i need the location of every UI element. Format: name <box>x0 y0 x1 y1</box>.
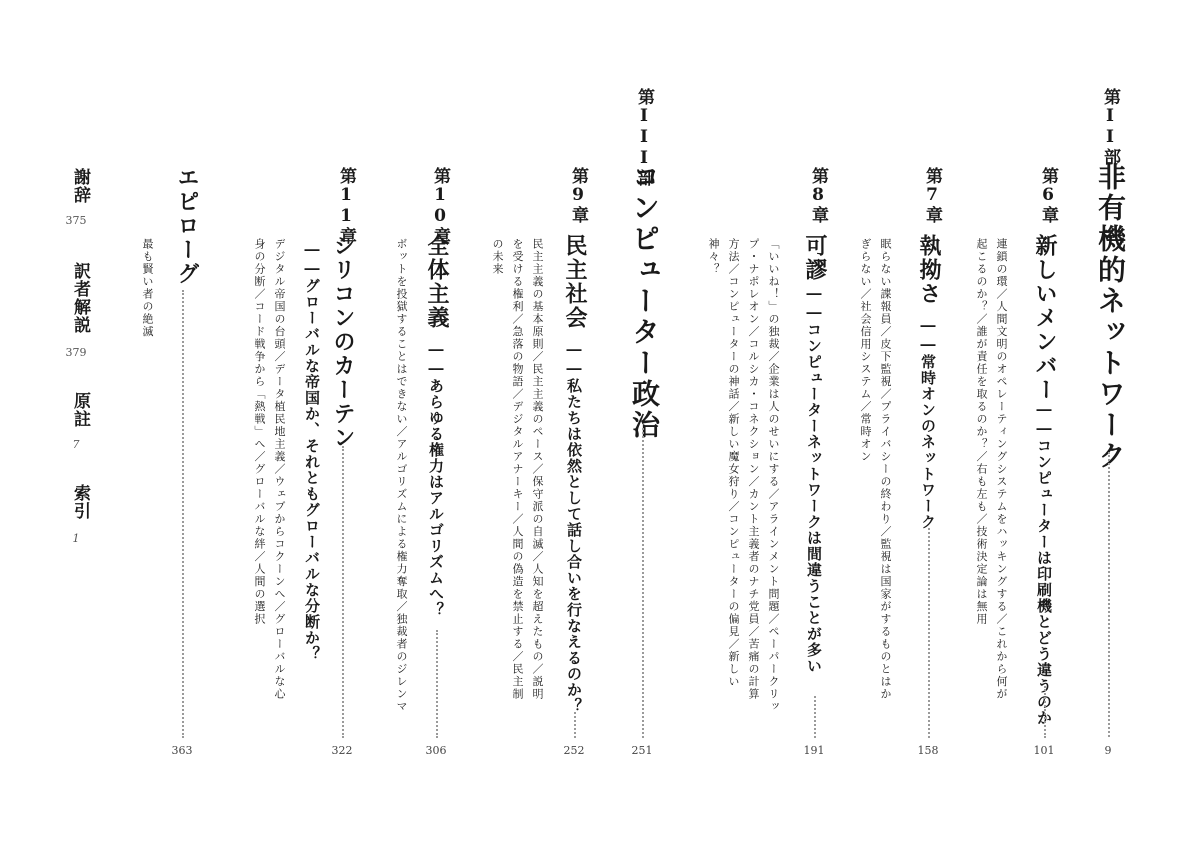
ch8-label: 第8章 <box>808 167 828 224</box>
ch9-desc-line3: の未来 <box>491 238 504 276</box>
epilogue-leader <box>182 290 184 738</box>
index-page: 1 <box>72 532 80 545</box>
ch6-subtitle: ――コンピューターは印刷機とどう違うのか <box>1035 400 1053 726</box>
ch8-desc-line3: 方法／コンピューターの神話／新しい魔女狩り／コンピューターの偏見／新しい <box>727 238 740 688</box>
commentary-page: 379 <box>65 346 87 359</box>
commentary-title[interactable]: 訳者解説 <box>70 262 90 334</box>
ch9-page: 252 <box>563 744 585 757</box>
ch7-desc-line1: 眠らない諜報員／皮下監視／プライバシーの終わり／監視は国家がするものとはか <box>879 238 892 701</box>
ch7-label: 第7章 <box>922 167 942 224</box>
ch7-leader <box>928 528 930 738</box>
ch6-label: 第6章 <box>1038 167 1058 224</box>
ch11-leader <box>342 446 344 738</box>
ch7-title: 執拗さ <box>916 234 942 306</box>
epilogue-desc: 最も賢い者の絶滅 <box>141 238 154 338</box>
ch8-desc-line4: 神々？ <box>707 238 720 276</box>
ch6-page: 101 <box>1033 744 1055 757</box>
thanks-title[interactable]: 謝辞 <box>70 168 90 204</box>
thanks-page: 375 <box>65 214 87 227</box>
ch8-desc-line2: プ・ナポレオン／コルシカ・コネクション／カント主義者のナチ党員／苦痛の計算 <box>747 238 760 701</box>
ch7-subtitle: ――常時オンのネットワーク <box>919 316 937 530</box>
ch8-desc-line1: 「いいね！」の独裁／企業は人のせいにする／アラインメント問題／ペーパークリッ <box>767 238 780 713</box>
ch8-leader <box>814 696 816 738</box>
ch6-desc-line2: 起こるのか？／誰が責任を取るのか？／右も左も／技術決定論は無用 <box>975 238 988 626</box>
ch8-subtitle: ――コンピューターネットワークは間違うことが多い <box>805 284 823 674</box>
ch9-title: 民主社会 <box>562 234 588 330</box>
ch9-desc-line2: を受ける権利／急落の物語／デジタルアナーキー／人間の偽造を禁止する／民主制 <box>511 238 524 701</box>
notes-title[interactable]: 原註 <box>70 392 90 428</box>
epilogue-title: エピローグ <box>174 166 200 286</box>
ch11-desc-line1: デジタル帝国の台頭／データ植民地主義／ウェブからコクーンへ／グローバルな心 <box>273 238 286 701</box>
epilogue-page: 363 <box>171 744 193 757</box>
ch11-title: シリコンのカーテン <box>330 234 356 450</box>
ch11-page: 322 <box>331 744 353 757</box>
part2-page: 9 <box>1104 744 1112 757</box>
ch8-page: 191 <box>803 744 825 757</box>
ch11-subtitle: ――グローバルな帝国か、それともグローバルな分断か？ <box>303 240 321 662</box>
ch10-leader <box>436 630 438 738</box>
ch10-label: 第10章 <box>430 167 450 245</box>
part3-leader <box>642 428 644 738</box>
ch7-desc-line2: ぎらない／社会信用システム／常時オン <box>859 238 872 463</box>
ch8-title: 可謬 <box>802 234 828 282</box>
index-title[interactable]: 索引 <box>70 484 90 520</box>
part2-label: 第II部 <box>1100 88 1120 166</box>
part3-page: 251 <box>631 744 653 757</box>
ch10-page: 306 <box>425 744 447 757</box>
part3-label: 第III部 <box>634 88 654 187</box>
ch11-label: 第11章 <box>336 167 356 245</box>
part2-leader <box>1108 452 1110 737</box>
ch9-subtitle: ――私たちは依然として話し合いを行なえるのか？ <box>565 340 583 714</box>
ch10-desc-line1: ボットを投獄することはできない／アルゴリズムによる権力奪取／独裁者のジレンマ <box>395 238 408 713</box>
ch6-desc-line1: 連鎖の環／人間文明のオペレーティングシステムをハッキングする／これから何が <box>995 238 1008 701</box>
ch10-subtitle: ――あらゆる権力はアルゴリズムへ？ <box>427 340 445 618</box>
ch10-title: 全体主義 <box>424 234 450 330</box>
notes-page: 7 <box>72 438 80 451</box>
ch11-desc-line2: 身の分断／コード戦争から「熱戦」へ／グローバルな絆／人間の選択 <box>253 238 266 626</box>
ch9-label: 第9章 <box>568 167 588 224</box>
part3-title: コンピューター政治 <box>628 162 661 441</box>
ch6-leader <box>1044 686 1046 738</box>
ch7-page: 158 <box>917 744 939 757</box>
part2-title: 非有機的ネットワーク <box>1094 162 1127 472</box>
ch6-title: 新しいメンバー <box>1032 234 1058 402</box>
ch9-desc-line1: 民主主義の基本原則／民主主義のペース／保守派の自滅／人知を超えたもの／説明 <box>531 238 544 701</box>
ch9-leader <box>574 712 576 738</box>
